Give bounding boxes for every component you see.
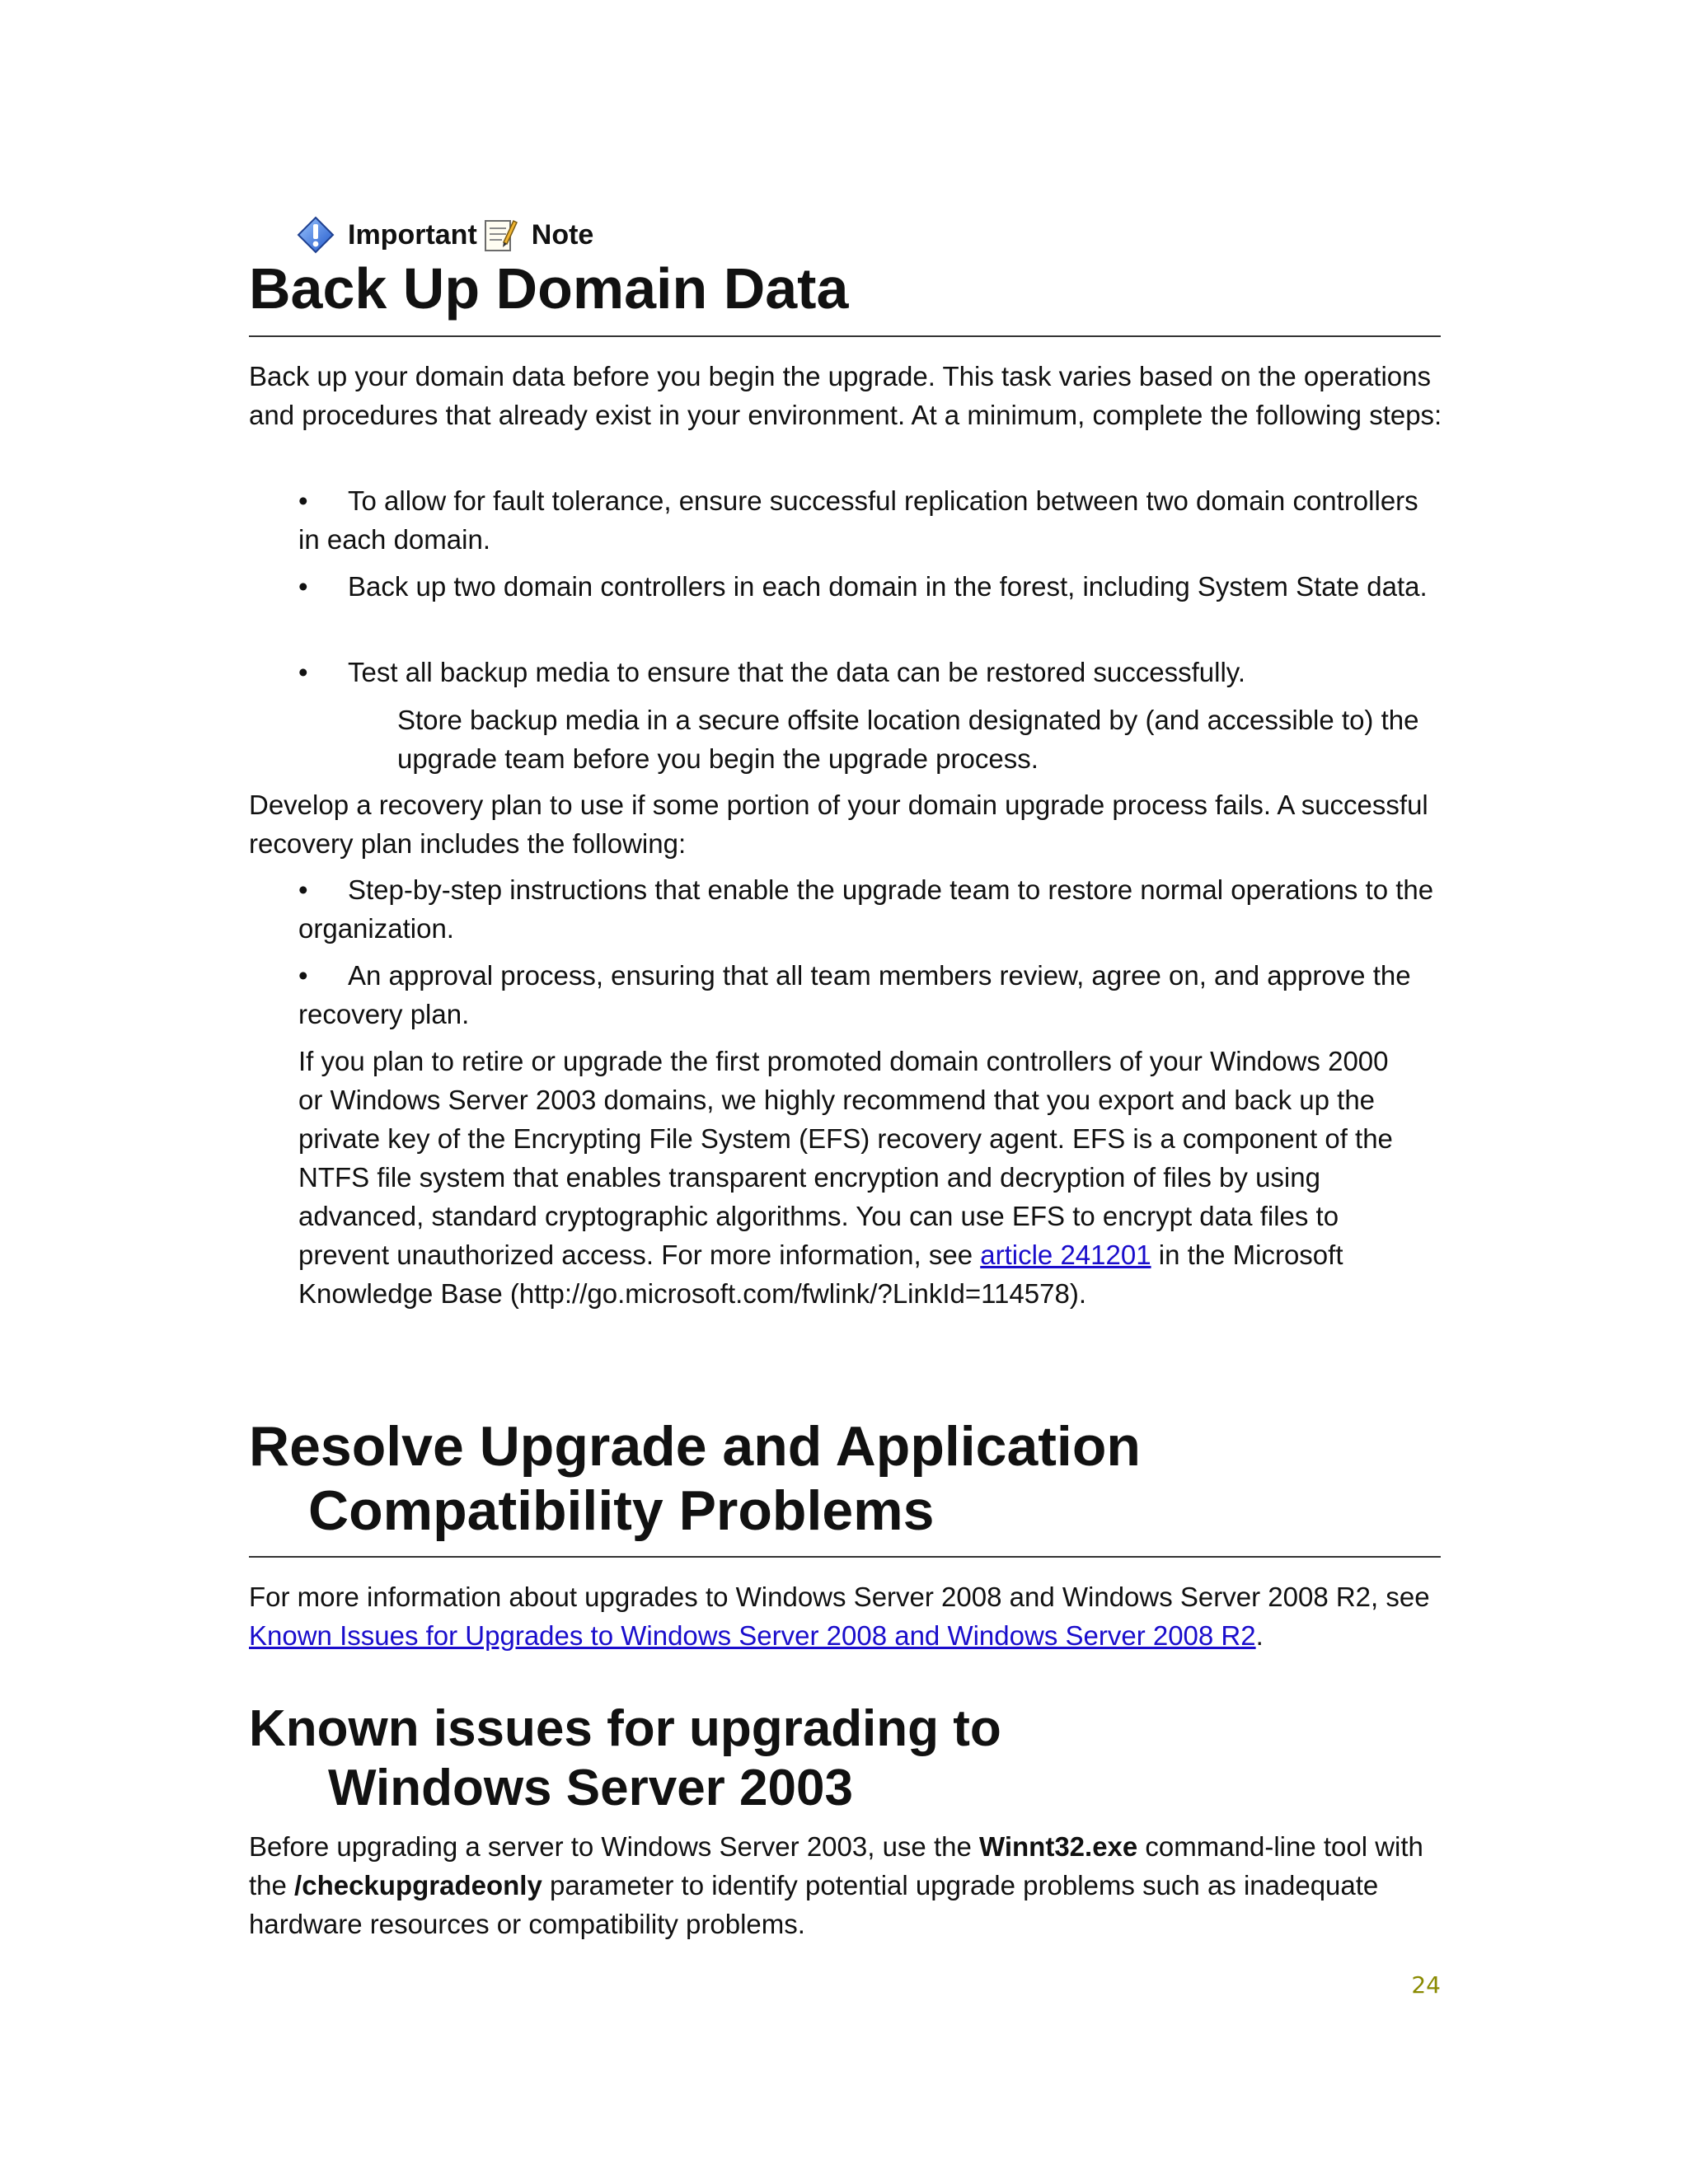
list-item-text: To allow for fault tolerance, ensure successful replication between two domain controllers in each domain.: [298, 485, 1418, 555]
winnt32-paragraph: [249, 1827, 1449, 1943]
known-issues-link[interactable]: Known Issues for Upgrades to Windows Server 2008 and Windows Server 2008 R2: [249, 1620, 1256, 1651]
heading-rule: [249, 335, 1441, 337]
list-item-text: Test all backup media to ensure that the data can be restored successfully.: [348, 657, 1245, 687]
bullet-icon: •: [298, 485, 308, 516]
bullet-icon: •: [298, 571, 308, 602]
upgrade-info-paragraph: [249, 1577, 1444, 1655]
note-icon: [482, 216, 518, 254]
winnt32-text-2: command-line tool with the: [249, 1831, 1423, 1900]
important-label: Important: [348, 218, 477, 251]
heading-rule: [249, 1556, 1441, 1558]
winnt32-command: Winnt32.exe: [979, 1831, 1138, 1862]
important-icon: [297, 216, 335, 254]
page-number: 24: [1411, 1971, 1441, 1999]
efs-text-after-link: in the Microsoft Knowledge Base (http://go.microsoft.com/fwlink/?LinkId=114578).: [298, 1240, 1343, 1309]
recovery-intro-paragraph: Develop a recovery plan to use if some portion of your domain upgrade process fails. A successful recovery plan includes the following:: [249, 790, 1428, 859]
list-item: [298, 653, 1444, 691]
winnt32-text-1: Before upgrading a server to Windows Server 2003, use the: [249, 1831, 979, 1862]
bullet-icon: •: [298, 960, 308, 991]
kb-article-link[interactable]: article 241201: [980, 1240, 1151, 1270]
upgrade-text-after-link: .: [1255, 1620, 1264, 1651]
list-item: [298, 567, 1444, 606]
heading-known-issues-line1: Known issues for upgrading to: [249, 1700, 1001, 1757]
heading-known-issues-line2: Windows Server 2003: [328, 1760, 853, 1816]
list-item: [298, 956, 1444, 1033]
list-item-text: Step-by-step instructions that enable the upgrade team to restore normal operations to the organization.: [298, 874, 1434, 944]
list-item: [298, 870, 1444, 948]
indented-note: Store backup media in a secure offsite location designated by (and accessible to) the upgrade team before you begin the upgrade process.: [397, 705, 1419, 774]
winnt32-text-3: parameter to identify potential upgrade problems such as inadequate hardware resources or compatibility problems.: [249, 1870, 1379, 1939]
intro-paragraph: Back up your domain data before you begin the upgrade. This task varies based on the operations and procedures that already exist in your environment. At a minimum, complete the following steps:: [249, 361, 1442, 430]
heading-back-up-domain-data: Back Up Domain Data: [249, 256, 849, 321]
bullet-icon: •: [298, 657, 308, 687]
list-item-text: Back up two domain controllers in each domain in the forest, including System State data.: [348, 571, 1428, 602]
note-label: Note: [531, 218, 594, 251]
list-item-text: An approval process, ensuring that all team members review, agree on, and approve the recovery plan.: [298, 960, 1411, 1029]
efs-text-before-link: If you plan to retire or upgrade the first promoted domain controllers of your Windows 2000 or Windows Server 2003 domains, we highly recommend that you export and back up the private key of the Encrypting File System (EFS) recovery agent. EFS is a component of the NTFS file system that enables transparent encryption and decryption of files by using advanced, standard cryptographic algorithms. You can use EFS to encrypt data files to prevent unauthorized access. For more information, see: [298, 1046, 1393, 1270]
heading-resolve-upgrade-line1: Resolve Upgrade and Application: [249, 1415, 1141, 1478]
checkupgradeonly-parameter: /checkupgradeonly: [294, 1870, 542, 1900]
admonition-legend: [297, 210, 593, 260]
list-item: [298, 481, 1444, 559]
upgrade-text-before-link: For more information about upgrades to Windows Server 2008 and Windows Server 2008 R2, see: [249, 1582, 1430, 1612]
heading-resolve-upgrade-line2: Compatibility Problems: [308, 1479, 935, 1542]
bullet-icon: •: [298, 874, 308, 905]
efs-paragraph: [298, 1042, 1395, 1313]
